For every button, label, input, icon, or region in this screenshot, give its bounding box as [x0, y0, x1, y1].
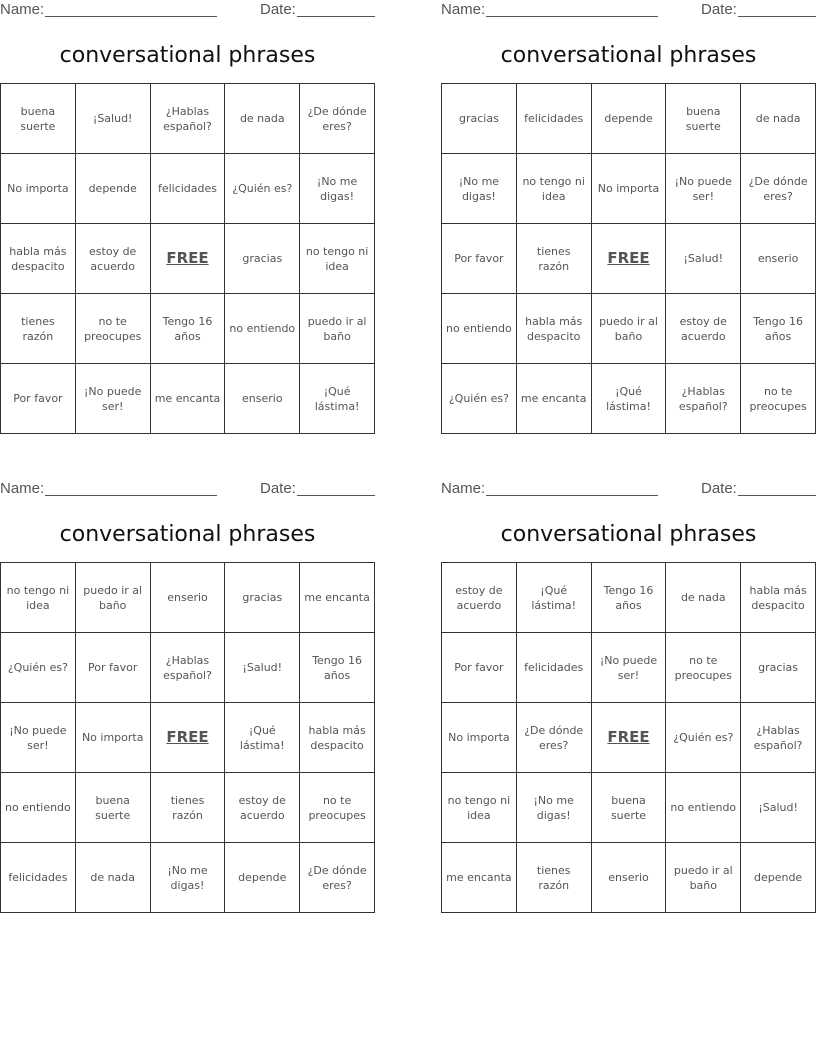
card-header	[0, 479, 375, 501]
bingo-cell: ¡Salud!	[666, 224, 741, 294]
bingo-cell: no tengo ni idea	[517, 154, 592, 224]
bingo-cell: no tengo ni idea	[442, 773, 517, 843]
card-title: conversational phrases	[500, 522, 757, 547]
bingo-grid	[0, 83, 375, 434]
bingo-cell: puedo ir al baño	[592, 294, 667, 364]
bingo-cell: enserio	[151, 563, 226, 633]
bingo-card	[0, 479, 375, 919]
bingo-cell: Tengo 16 años	[741, 294, 816, 364]
bingo-cell: depende	[592, 84, 667, 154]
bingo-cell: ¡No puede ser!	[666, 154, 741, 224]
bingo-cell: ¡No me digas!	[442, 154, 517, 224]
bingo-card	[0, 0, 375, 440]
date-blank-line[interactable]	[297, 16, 375, 17]
bingo-cell: ¡Salud!	[76, 84, 151, 154]
date-label: Date:	[260, 480, 296, 497]
bingo-cell: Por favor	[76, 633, 151, 703]
name-label: Name:	[441, 1, 486, 18]
card-header	[441, 479, 816, 501]
bingo-cell: ¡No puede ser!	[592, 633, 667, 703]
bingo-cell: ¡Salud!	[741, 773, 816, 843]
bingo-cell: ¿Quién es?	[442, 364, 517, 434]
card-title: conversational phrases	[59, 43, 316, 68]
bingo-cell: Por favor	[1, 364, 76, 434]
bingo-cell: habla más despacito	[517, 294, 592, 364]
bingo-cell: enserio	[592, 843, 667, 913]
bingo-cell: No importa	[442, 703, 517, 773]
bingo-cell: felicidades	[517, 633, 592, 703]
bingo-cell: me encanta	[442, 843, 517, 913]
bingo-cell: no entiendo	[442, 294, 517, 364]
bingo-cell: ¡Qué lástima!	[300, 364, 375, 434]
name-blank-line[interactable]	[45, 16, 217, 17]
bingo-cell: estoy de acuerdo	[76, 224, 151, 294]
bingo-cell: no te preocupes	[300, 773, 375, 843]
bingo-cell: enserio	[225, 364, 300, 434]
bingo-grid	[0, 562, 375, 913]
name-label: Name:	[0, 480, 45, 497]
bingo-cell: ¡No me digas!	[300, 154, 375, 224]
name-label: Name:	[441, 480, 486, 497]
bingo-cell: gracias	[225, 224, 300, 294]
bingo-cell: puedo ir al baño	[300, 294, 375, 364]
bingo-cell: habla más despacito	[300, 703, 375, 773]
bingo-cell: depende	[225, 843, 300, 913]
bingo-cell: buena suerte	[666, 84, 741, 154]
date-blank-line[interactable]	[738, 16, 816, 17]
bingo-cell: ¿Hablas español?	[151, 84, 226, 154]
bingo-cell: ¿Quién es?	[1, 633, 76, 703]
bingo-cell: no te preocupes	[666, 633, 741, 703]
bingo-cell: ¡No puede ser!	[1, 703, 76, 773]
bingo-cell: felicidades	[151, 154, 226, 224]
bingo-cell: de nada	[666, 563, 741, 633]
card-title: conversational phrases	[500, 43, 757, 68]
bingo-cell: tienes razón	[151, 773, 226, 843]
bingo-cell: tienes razón	[1, 294, 76, 364]
bingo-cell: puedo ir al baño	[76, 563, 151, 633]
bingo-card	[441, 0, 816, 440]
date-label: Date:	[701, 1, 737, 18]
bingo-cell: de nada	[76, 843, 151, 913]
name-label: Name:	[0, 1, 45, 18]
bingo-cell: ¡Qué lástima!	[592, 364, 667, 434]
bingo-cell: estoy de acuerdo	[666, 294, 741, 364]
bingo-cell: gracias	[225, 563, 300, 633]
bingo-cell: no tengo ni idea	[1, 563, 76, 633]
bingo-cell: no entiendo	[225, 294, 300, 364]
bingo-cell: ¿Hablas español?	[151, 633, 226, 703]
free-space-cell: FREE	[592, 224, 667, 294]
bingo-card	[441, 479, 816, 919]
bingo-cell: ¿Quién es?	[225, 154, 300, 224]
bingo-cell: de nada	[741, 84, 816, 154]
bingo-cell: ¡Salud!	[225, 633, 300, 703]
bingo-cell: estoy de acuerdo	[225, 773, 300, 843]
bingo-cell: No importa	[1, 154, 76, 224]
card-header	[441, 0, 816, 22]
bingo-cell: ¿De dónde eres?	[300, 843, 375, 913]
bingo-cell: ¡Qué lástima!	[225, 703, 300, 773]
date-label: Date:	[701, 480, 737, 497]
free-space-cell: FREE	[151, 703, 226, 773]
bingo-cell: no te preocupes	[76, 294, 151, 364]
free-space-cell: FREE	[592, 703, 667, 773]
bingo-cell: no te preocupes	[741, 364, 816, 434]
name-blank-line[interactable]	[486, 16, 658, 17]
bingo-cell: ¡No me digas!	[151, 843, 226, 913]
bingo-cell: habla más despacito	[741, 563, 816, 633]
bingo-cell: felicidades	[1, 843, 76, 913]
bingo-cell: buena suerte	[76, 773, 151, 843]
bingo-cell: ¡No me digas!	[517, 773, 592, 843]
bingo-cell: gracias	[442, 84, 517, 154]
bingo-cell: puedo ir al baño	[666, 843, 741, 913]
name-blank-line[interactable]	[486, 495, 658, 496]
bingo-cell: no tengo ni idea	[300, 224, 375, 294]
bingo-cell: no entiendo	[1, 773, 76, 843]
bingo-cell: ¿De dónde eres?	[517, 703, 592, 773]
free-space-cell: FREE	[151, 224, 226, 294]
bingo-grid	[441, 83, 816, 434]
bingo-cell: buena suerte	[592, 773, 667, 843]
bingo-cell: felicidades	[517, 84, 592, 154]
date-blank-line[interactable]	[738, 495, 816, 496]
bingo-cell: No importa	[592, 154, 667, 224]
bingo-cell: Tengo 16 años	[151, 294, 226, 364]
bingo-cell: Tengo 16 años	[592, 563, 667, 633]
bingo-cell: ¿De dónde eres?	[300, 84, 375, 154]
card-title: conversational phrases	[59, 522, 316, 547]
bingo-cell: ¡No puede ser!	[76, 364, 151, 434]
bingo-cell: ¿Quién es?	[666, 703, 741, 773]
name-blank-line[interactable]	[45, 495, 217, 496]
bingo-cell: Tengo 16 años	[300, 633, 375, 703]
bingo-cell: ¿De dónde eres?	[741, 154, 816, 224]
bingo-cell: me encanta	[300, 563, 375, 633]
bingo-cell: me encanta	[517, 364, 592, 434]
bingo-cell: buena suerte	[1, 84, 76, 154]
bingo-cell: No importa	[76, 703, 151, 773]
bingo-cell: ¿Hablas español?	[666, 364, 741, 434]
bingo-cell: Por favor	[442, 633, 517, 703]
card-header	[0, 0, 375, 22]
bingo-cell: depende	[76, 154, 151, 224]
bingo-cell: me encanta	[151, 364, 226, 434]
bingo-cell: ¿Hablas español?	[741, 703, 816, 773]
date-label: Date:	[260, 1, 296, 18]
bingo-cell: Por favor	[442, 224, 517, 294]
bingo-cell: tienes razón	[517, 843, 592, 913]
date-blank-line[interactable]	[297, 495, 375, 496]
bingo-cell: habla más despacito	[1, 224, 76, 294]
bingo-cell: no entiendo	[666, 773, 741, 843]
bingo-cell: estoy de acuerdo	[442, 563, 517, 633]
bingo-cell: ¡Qué lástima!	[517, 563, 592, 633]
bingo-cell: tienes razón	[517, 224, 592, 294]
bingo-cell: gracias	[741, 633, 816, 703]
bingo-cell: de nada	[225, 84, 300, 154]
bingo-cell: enserio	[741, 224, 816, 294]
bingo-cell: depende	[741, 843, 816, 913]
bingo-grid	[441, 562, 816, 913]
